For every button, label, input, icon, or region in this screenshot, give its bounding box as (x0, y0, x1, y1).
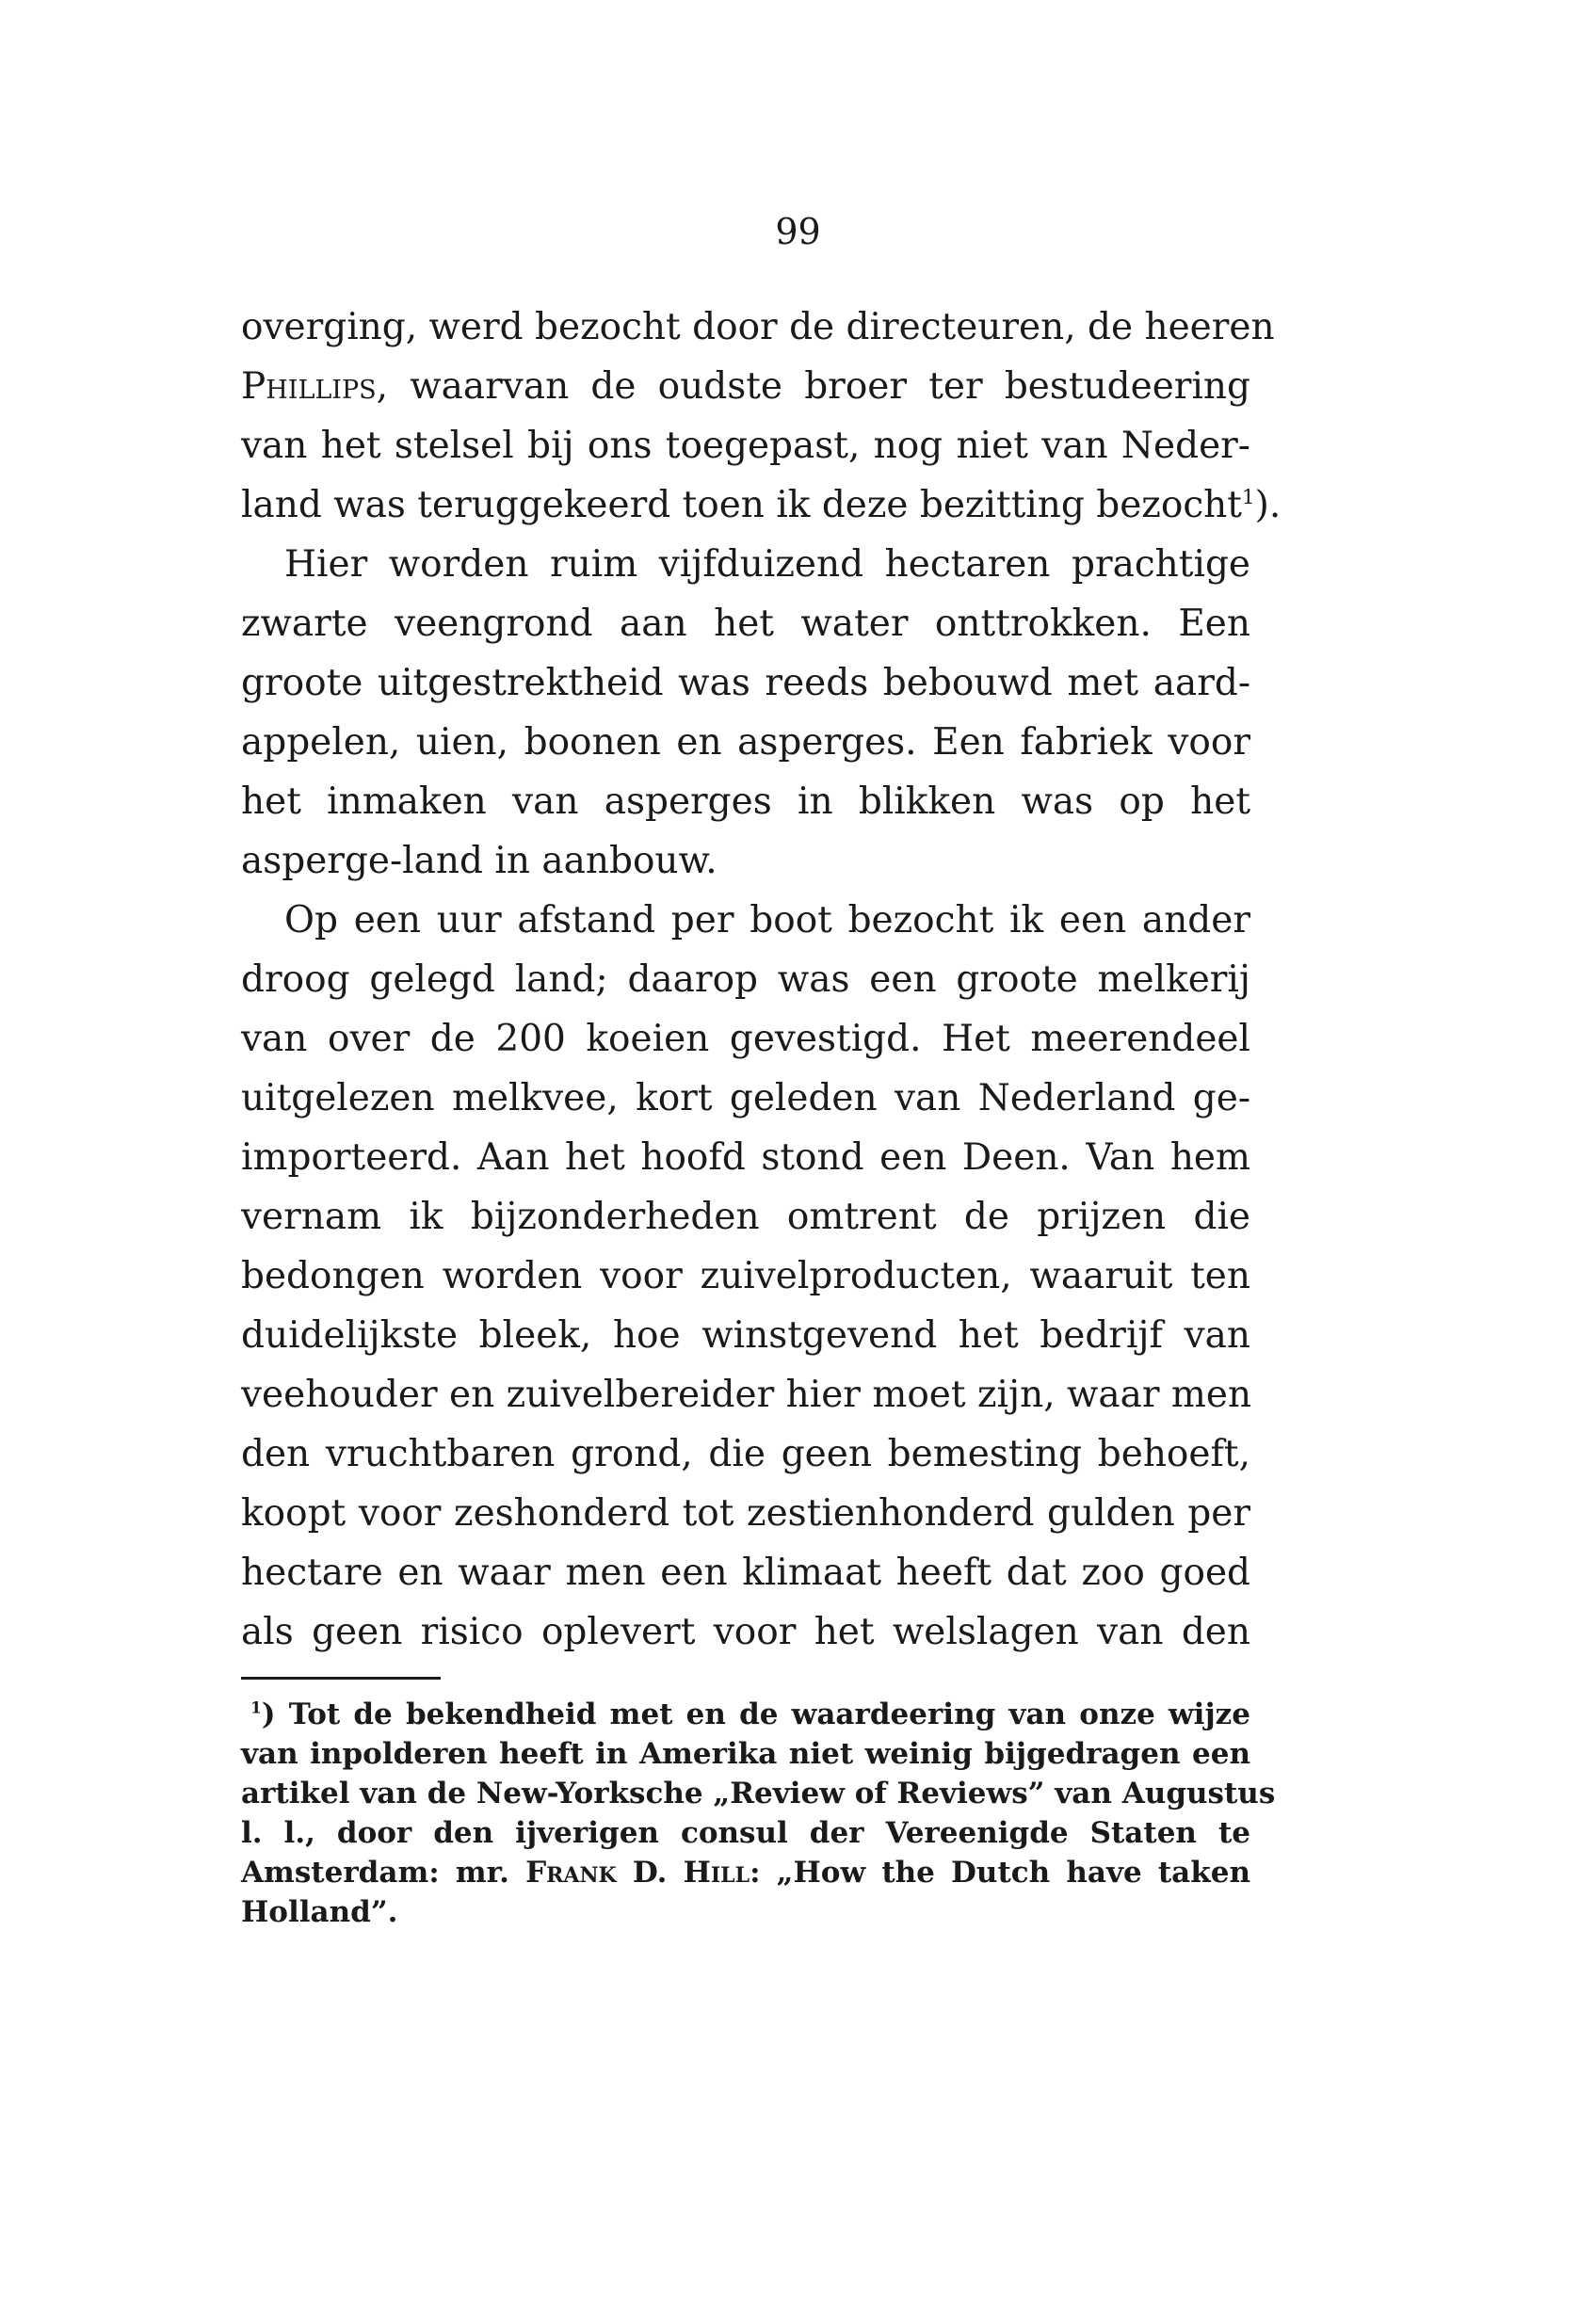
footnote-marker: 1 (250, 1698, 262, 1718)
footnote-line: artikel van de New-Yorksche „Review of Reviews” van Augustus (241, 1777, 1276, 1810)
text-line: droog gelegd land; daarop was een groote melkerij (241, 958, 1250, 1001)
text-line: appelen, uien, boonen en asperges. Een fabriek voor (241, 721, 1250, 764)
name-hill: Hill (683, 1856, 750, 1890)
text-segment: land was teruggekeerd toen ik deze bezitting bezocht (241, 484, 1242, 526)
text-line: van het stelsel bij ons toegepast, nog niet van Neder- (241, 425, 1250, 467)
text-segment: Tot de bekendheid met en de waardeering van onze wijze (288, 1698, 1250, 1731)
text-line: van over de 200 koeien gevestigd. Het meerendeel (241, 1018, 1250, 1060)
footnote-line: Holland”. (241, 1895, 398, 1929)
text-segment: Amsterdam: mr. (241, 1856, 509, 1890)
footnote-reference[interactable]: 1 (1241, 486, 1255, 509)
name-frank: Frank (525, 1856, 617, 1890)
text-line: bedongen worden voor zuivelproducten, waaruit ten (241, 1255, 1250, 1297)
text-line: importeerd. Aan het hoofd stond een Deen. Van hem (241, 1136, 1250, 1179)
text-segment: D. (632, 1856, 668, 1890)
name-phillips: Phillips (241, 365, 377, 408)
body-text (241, 298, 1282, 1662)
footnote-line: van inpolderen heeft in Amerika niet weinig bijgedragen een (241, 1737, 1250, 1771)
page-number: 99 (775, 211, 821, 252)
punctuation: , (376, 365, 389, 408)
footnote-line (241, 1695, 1250, 1734)
text-line (241, 357, 1250, 416)
footnote-divider (241, 1677, 441, 1680)
text-line: groote uitgestrektheid was reeds bebouwd met aard- (241, 662, 1250, 704)
text-line: zwarte veengrond aan het water onttrokken. Een (241, 603, 1250, 645)
text-line: Hier worden ruim vijfduizend hectaren prachtige (284, 543, 1250, 586)
text-line: het inmaken van asperges in blikken was op het (241, 780, 1250, 823)
text-line: den vruchtbaren grond, die geen bemesting behoeft, (241, 1433, 1250, 1475)
text-line: asperge-land in aanbouw. (241, 840, 717, 882)
text-line: uitgelezen melkvee, kort geleden van Nederland ge- (241, 1077, 1250, 1119)
text-line: Op een uur afstand per boot bezocht ik een ander (284, 899, 1250, 941)
text-line: overging, werd bezocht door de directeuren, de heeren (241, 306, 1275, 348)
footnote-ref-close: ). (1254, 484, 1282, 526)
text-line: duidelijkste bleek, hoe winstgevend het bedrijf van (241, 1314, 1250, 1357)
footnote (241, 1695, 1276, 1932)
footnote-marker-close: ) (261, 1698, 276, 1731)
text-line: koopt voor zeshonderd tot zestienhonderd gulden per (241, 1492, 1250, 1535)
text-segment: : „How the Dutch have taken (750, 1856, 1251, 1890)
text-line: hectare en waar men een klimaat heeft dat zoo goed (241, 1552, 1250, 1594)
text-line (241, 475, 1282, 535)
footnote-line: l. l., door den ijverigen consul der Vereenigde Staten te (241, 1816, 1250, 1850)
text-line: vernam ik bijzonderheden omtrent de prijzen die (241, 1196, 1250, 1238)
text-line: veehouder en zuivelbereider hier moet zijn, waar men (241, 1374, 1252, 1416)
footnote-line (241, 1853, 1250, 1892)
text-segment: waarvan de oudste broer ter bestudeering (410, 365, 1251, 408)
text-line: als geen risico oplevert voor het welslagen van den (241, 1611, 1250, 1653)
